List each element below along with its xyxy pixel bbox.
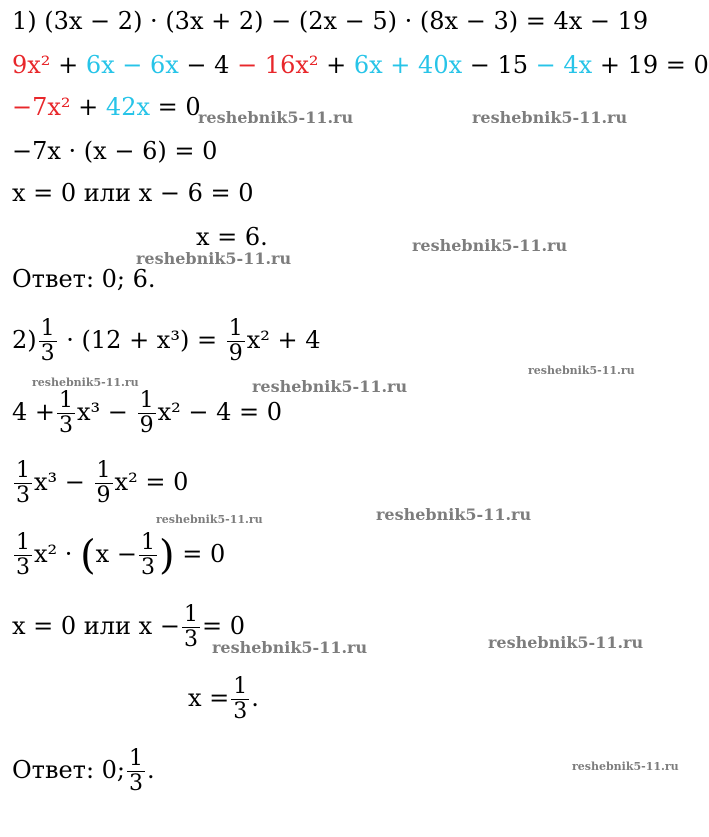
term: + 19 = 0 <box>592 51 709 79</box>
watermark: reshebnik5-11.ru <box>572 760 679 773</box>
denominator: 3 <box>140 555 155 580</box>
numerator: 1 <box>16 530 30 555</box>
term: + <box>318 51 354 79</box>
fraction <box>227 317 245 366</box>
paren-left: ( <box>80 532 96 579</box>
expr: . <box>251 684 259 712</box>
expr: x = 0 или x − <box>12 612 180 640</box>
term: − 15 <box>462 51 536 79</box>
fraction <box>39 317 57 366</box>
watermark: reshebnik5-11.ru <box>412 236 568 255</box>
expr: x² + 4 <box>246 326 321 354</box>
fraction <box>231 675 249 724</box>
expr: x − <box>95 540 137 568</box>
watermark: reshebnik5-11.ru <box>212 638 368 657</box>
term: + <box>70 93 106 121</box>
denominator: 9 <box>228 341 243 366</box>
term: 6x − 6x <box>85 51 179 79</box>
watermark: reshebnik5-11.ru <box>488 633 644 652</box>
watermark: reshebnik5-11.ru <box>472 108 628 127</box>
problem1-line1: 1) (3x − 2) · (3x + 2) − (2x − 5) · (8x − 3) = 4x − 19 <box>12 7 649 35</box>
term: 42x <box>105 93 150 121</box>
numerator: 1 <box>228 316 243 341</box>
expr: x² = 0 <box>114 468 189 496</box>
denominator: 3 <box>16 555 30 580</box>
term: − 16x² <box>237 51 319 79</box>
problem1-line3 <box>12 92 201 122</box>
watermark: reshebnik5-11.ru <box>136 249 292 268</box>
expr: Ответ: 0; <box>12 756 126 784</box>
numerator: 1 <box>129 746 144 771</box>
problem2-line2 <box>12 382 282 442</box>
numerator: 1 <box>183 602 198 627</box>
expr: · (12 + x³) = <box>66 326 218 354</box>
problem1-line6: x = 6. <box>196 223 268 251</box>
expr: x = <box>188 684 230 712</box>
term: = 0 <box>150 93 201 121</box>
watermark: reshebnik5-11.ru <box>156 513 263 526</box>
term: 9x² <box>12 51 51 79</box>
expr: x³ − <box>77 398 128 426</box>
term: −7x² <box>12 93 71 121</box>
numerator: 1 <box>233 674 248 699</box>
numerator: 1 <box>16 458 30 483</box>
fraction <box>138 389 156 438</box>
problem2-line4 <box>12 524 225 584</box>
expr: = 0 <box>201 612 245 640</box>
denominator: 3 <box>16 483 30 508</box>
problem2-line3 <box>12 452 188 512</box>
term: 6x + 40x <box>353 51 463 79</box>
problem1-line5: x = 0 или x − 6 = 0 <box>12 179 254 207</box>
expr: x³ − <box>34 468 85 496</box>
numerator: 1 <box>59 388 74 413</box>
fraction <box>95 459 113 508</box>
problem-label: 2) <box>12 326 37 354</box>
expr: = 0 <box>182 540 226 568</box>
problem2-line6 <box>188 668 259 728</box>
term: − 4 <box>178 51 238 79</box>
numerator: 1 <box>40 316 55 341</box>
expr: x² − 4 = 0 <box>157 398 282 426</box>
term: + <box>50 51 86 79</box>
fraction <box>127 747 145 796</box>
denominator: 3 <box>59 413 74 438</box>
denominator: 9 <box>96 483 111 508</box>
watermark: reshebnik5-11.ru <box>252 377 408 396</box>
denominator: 3 <box>233 699 248 724</box>
problem1-line4: −7x · (x − 6) = 0 <box>12 137 218 165</box>
watermark: reshebnik5-11.ru <box>32 376 139 389</box>
paren-right: ) <box>158 532 175 579</box>
numerator: 1 <box>140 530 155 555</box>
denominator: 3 <box>129 771 144 796</box>
denominator: 3 <box>40 341 55 366</box>
term: − 4x <box>535 51 593 79</box>
fraction <box>14 531 32 580</box>
problem1-answer: Ответ: 0; 6. <box>12 265 156 293</box>
denominator: 3 <box>183 627 198 652</box>
numerator: 1 <box>139 388 154 413</box>
numerator: 1 <box>96 458 111 483</box>
denominator: 9 <box>139 413 154 438</box>
fraction <box>57 389 75 438</box>
fraction <box>139 531 157 580</box>
expr: . <box>147 756 155 784</box>
problem2-line1 <box>12 310 321 370</box>
watermark: reshebnik5-11.ru <box>198 108 354 127</box>
expr: x² · <box>34 540 73 568</box>
watermark: reshebnik5-11.ru <box>376 505 532 524</box>
watermark: reshebnik5-11.ru <box>528 364 635 377</box>
problem2-answer <box>12 740 155 800</box>
problem1-line2 <box>12 50 709 80</box>
fraction <box>182 603 200 652</box>
fraction <box>14 459 32 508</box>
expr: 4 + <box>12 398 56 426</box>
problem2-line5 <box>12 596 245 656</box>
